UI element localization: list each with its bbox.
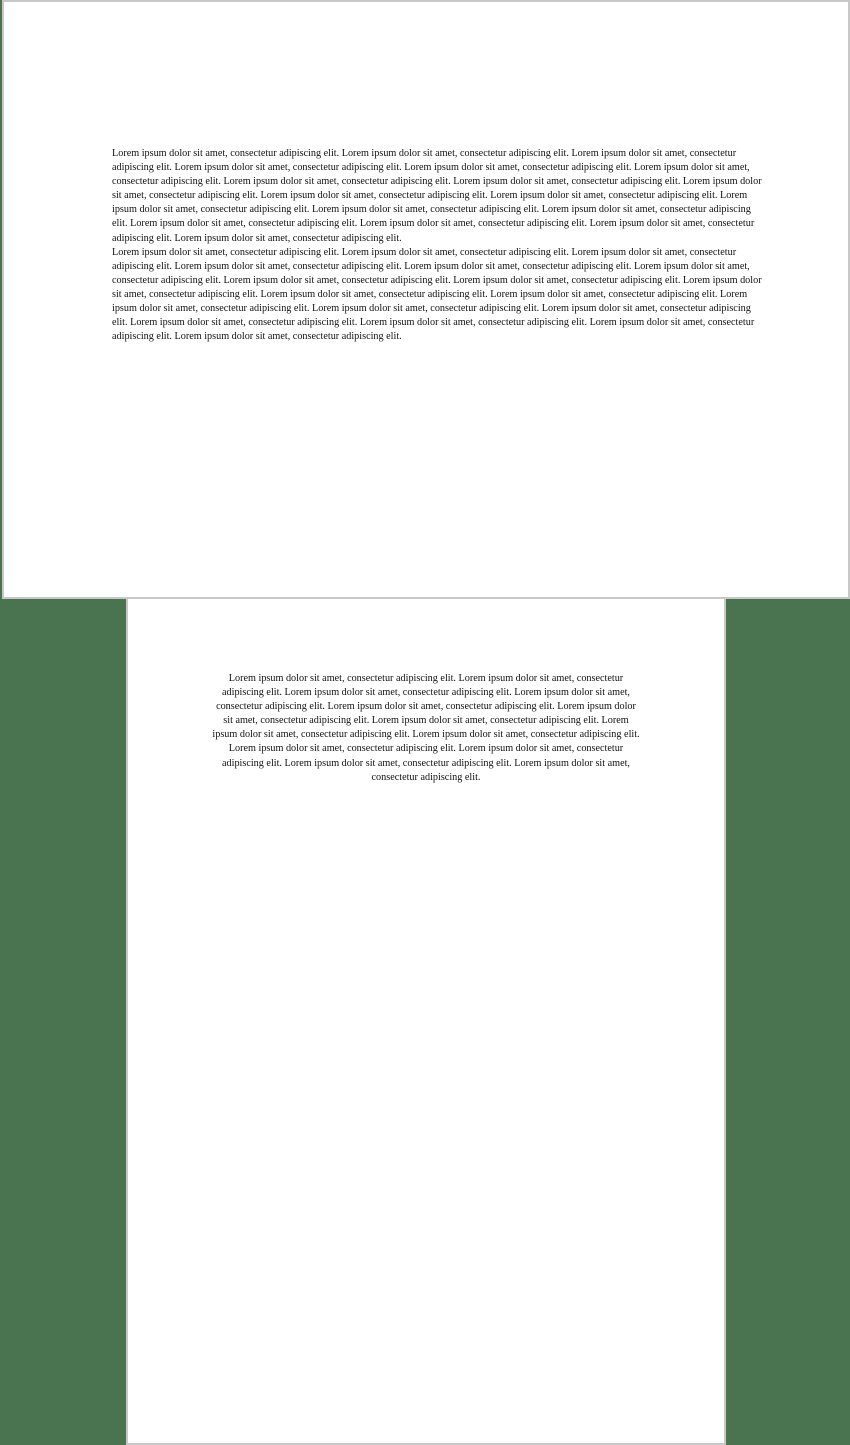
page-body-text[interactable]: [112, 147, 762, 344]
document-page-portrait: [126, 597, 726, 1445]
paragraph[interactable]: Lorem ipsum dolor sit amet, consectetur adipiscing elit. Lorem ipsum dolor sit amet, consectetur adipiscing elit. Lorem ipsum dolor sit amet, consectetur adipiscing elit. Lorem ipsum dolor sit amet, consectetur adipiscing elit. Lorem ipsum dolor sit amet, consectetur adipiscing elit. Lorem ipsum dolor sit amet, consectetur adipiscing elit. Lorem ipsum dolor sit amet, consectetur adipiscing elit. Lorem ipsum dolor sit amet, consectetur adipiscing elit. Lorem ipsum dolor sit amet, consectetur adipiscing elit. Lorem ipsum dolor sit amet, consectetur adipiscing elit. Lorem ipsum dolor sit amet, consectetur adipiscing elit. Lorem ipsum dolor sit amet, consectetur adipiscing elit. Lorem ipsum dolor sit amet, consectetur adipiscing elit.: [212, 673, 640, 783]
paragraph[interactable]: Lorem ipsum dolor sit amet, consectetur adipiscing elit. Lorem ipsum dolor sit amet, consectetur adipiscing elit. Lorem ipsum dolor sit amet, consectetur adipiscing elit. Lorem ipsum dolor sit amet, consectetur adipiscing elit. Lorem ipsum dolor sit amet, consectetur adipiscing elit. Lorem ipsum dolor sit amet, consectetur adipiscing elit. Lorem ipsum dolor sit amet, consectetur adipiscing elit. Lorem ipsum dolor sit amet, consectetur adipiscing elit. Lorem ipsum dolor sit amet, consectetur adipiscing elit. Lorem ipsum dolor sit amet, consectetur adipiscing elit. Lorem ipsum dolor sit amet, consectetur adipiscing elit. Lorem ipsum dolor sit amet, consectetur adipiscing elit. Lorem ipsum dolor sit amet, consectetur adipiscing elit. Lorem ipsum dolor sit amet, consectetur adipiscing elit. Lorem ipsum dolor sit amet, consectetur adipiscing elit. Lorem ipsum dolor sit amet, consectetur adipiscing elit. Lorem ipsum dolor sit amet, consectetur adipiscing elit. Lorem ipsum dolor sit amet, consectetur adipiscing elit.: [112, 148, 762, 244]
page-body-text-centered[interactable]: [210, 672, 642, 785]
paragraph[interactable]: Lorem ipsum dolor sit amet, consectetur adipiscing elit. Lorem ipsum dolor sit amet, consectetur adipiscing elit. Lorem ipsum dolor sit amet, consectetur adipiscing elit. Lorem ipsum dolor sit amet, consectetur adipiscing elit. Lorem ipsum dolor sit amet, consectetur adipiscing elit. Lorem ipsum dolor sit amet, consectetur adipiscing elit. Lorem ipsum dolor sit amet, consectetur adipiscing elit. Lorem ipsum dolor sit amet, consectetur adipiscing elit. Lorem ipsum dolor sit amet, consectetur adipiscing elit. Lorem ipsum dolor sit amet, consectetur adipiscing elit. Lorem ipsum dolor sit amet, consectetur adipiscing elit. Lorem ipsum dolor sit amet, consectetur adipiscing elit. Lorem ipsum dolor sit amet, consectetur adipiscing elit. Lorem ipsum dolor sit amet, consectetur adipiscing elit. Lorem ipsum dolor sit amet, consectetur adipiscing elit. Lorem ipsum dolor sit amet, consectetur adipiscing elit. Lorem ipsum dolor sit amet, consectetur adipiscing elit. Lorem ipsum dolor sit amet, consectetur adipiscing elit.: [112, 246, 762, 343]
document-page-landscape: [2, 0, 850, 599]
